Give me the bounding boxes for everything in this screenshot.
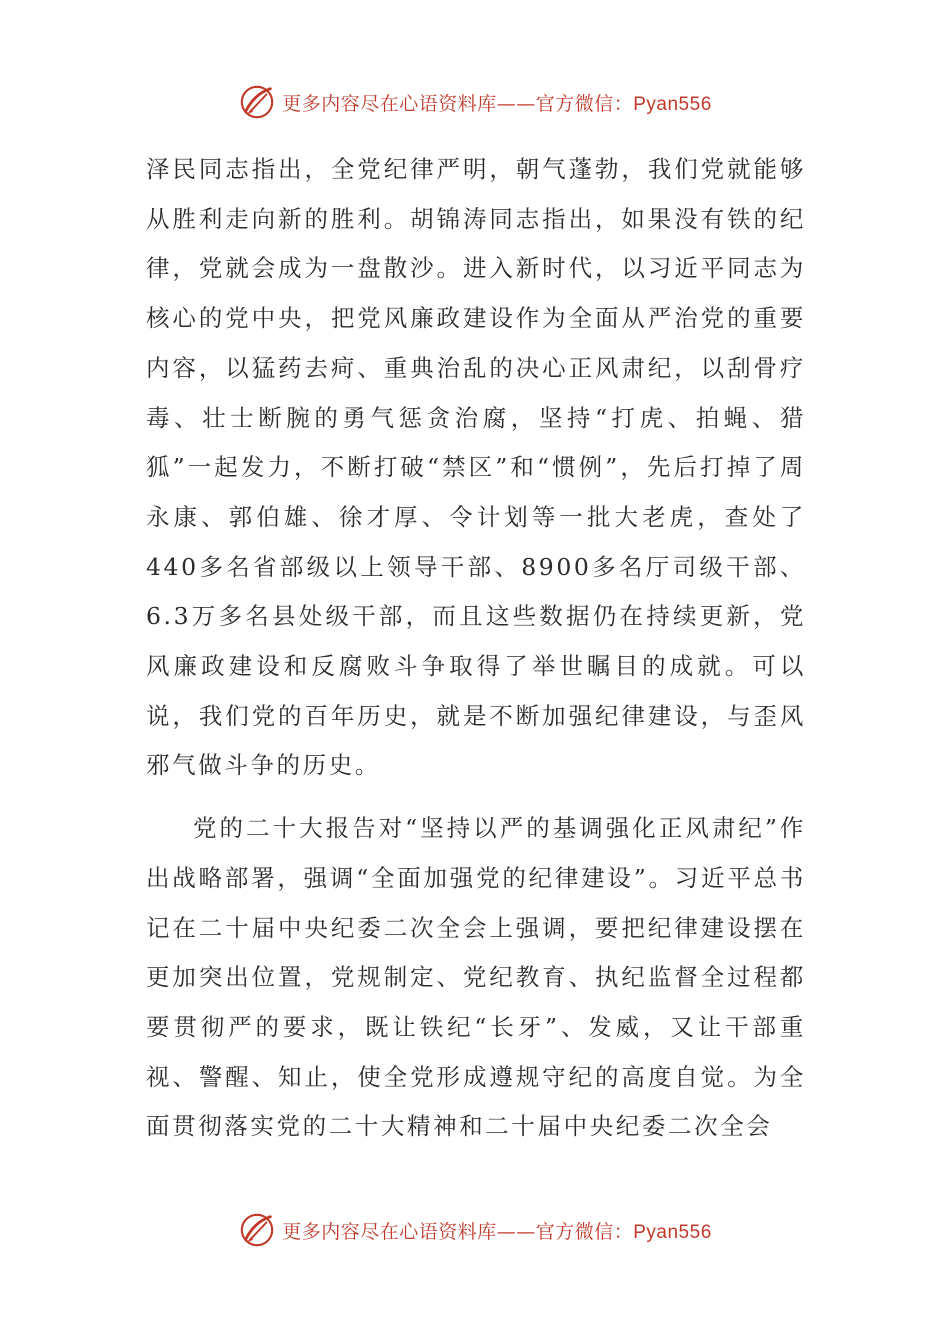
- footer-site-text: 更多内容尽在心语资料库: [282, 1220, 497, 1243]
- footer-wechat-label: 官方微信：: [535, 1220, 634, 1243]
- footer-banner: [0, 1210, 950, 1250]
- header-wechat-label: 官方微信：: [535, 92, 634, 115]
- pen-logo-icon: [238, 1211, 276, 1249]
- footer-wechat-id: Pyan556: [633, 1221, 712, 1243]
- body-paragraph-1: 泽民同志指出，全党纪律严明，朝气蓬勃，我们党就能够从胜利走向新的胜利。胡锦涛同志指出，如果没有铁的纪律，党就会成为一盘散沙。进入新时代，以习近平同志为核心的党中央，把党风廉政建设作为全面从严治党的重要内容，以猛药去疴、重典治乱的决心正风肃纪，以刮骨疗毒、壮士断腕的勇气惩贪治腐，坚持“打虎、拍蝇、猎狐”一起发力，不断打破“禁区”和“惯例”，先后打掉了周永康、郭伯雄、徐才厚、令计划等一批大老虎，查处了440多名省部级以上领导干部、8900多名厅司级干部、6.3万多名县处级干部，而且这些数据仍在持续更新，党风廉政建设和反腐败斗争取得了举世瞩目的成就。可以说，我们党的百年历史，就是不断加强纪律建设，与歪风邪气做斗争的历史。: [146, 155, 806, 780]
- header-site-text: 更多内容尽在心语资料库: [282, 92, 497, 115]
- body-paragraph-2: 党的二十大报告对“坚持以严的基调强化正风肃纪”作出战略部署，强调“全面加强党的纪律建设”。习近平总书记在二十届中央纪委二次全会上强调，要把纪律建设摆在更加突出位置，党规制定、党纪教育、执纪监督全过程都要贯彻严的要求，既让铁纪“长牙”、发威，又让干部重视、警醒、知止，使全党形成遵规守纪的高度自觉。为全面贯彻落实党的二十大精神和二十届中央纪委二次全会: [146, 814, 806, 1141]
- pen-logo-icon: [238, 83, 276, 121]
- footer-banner-text: [282, 1217, 712, 1244]
- header-banner-text: [282, 89, 712, 116]
- document-body: [146, 145, 806, 1152]
- header-wechat-id: Pyan556: [633, 93, 712, 115]
- header-banner: [0, 82, 950, 122]
- header-separator: ——: [496, 92, 536, 115]
- footer-separator: ——: [496, 1220, 536, 1243]
